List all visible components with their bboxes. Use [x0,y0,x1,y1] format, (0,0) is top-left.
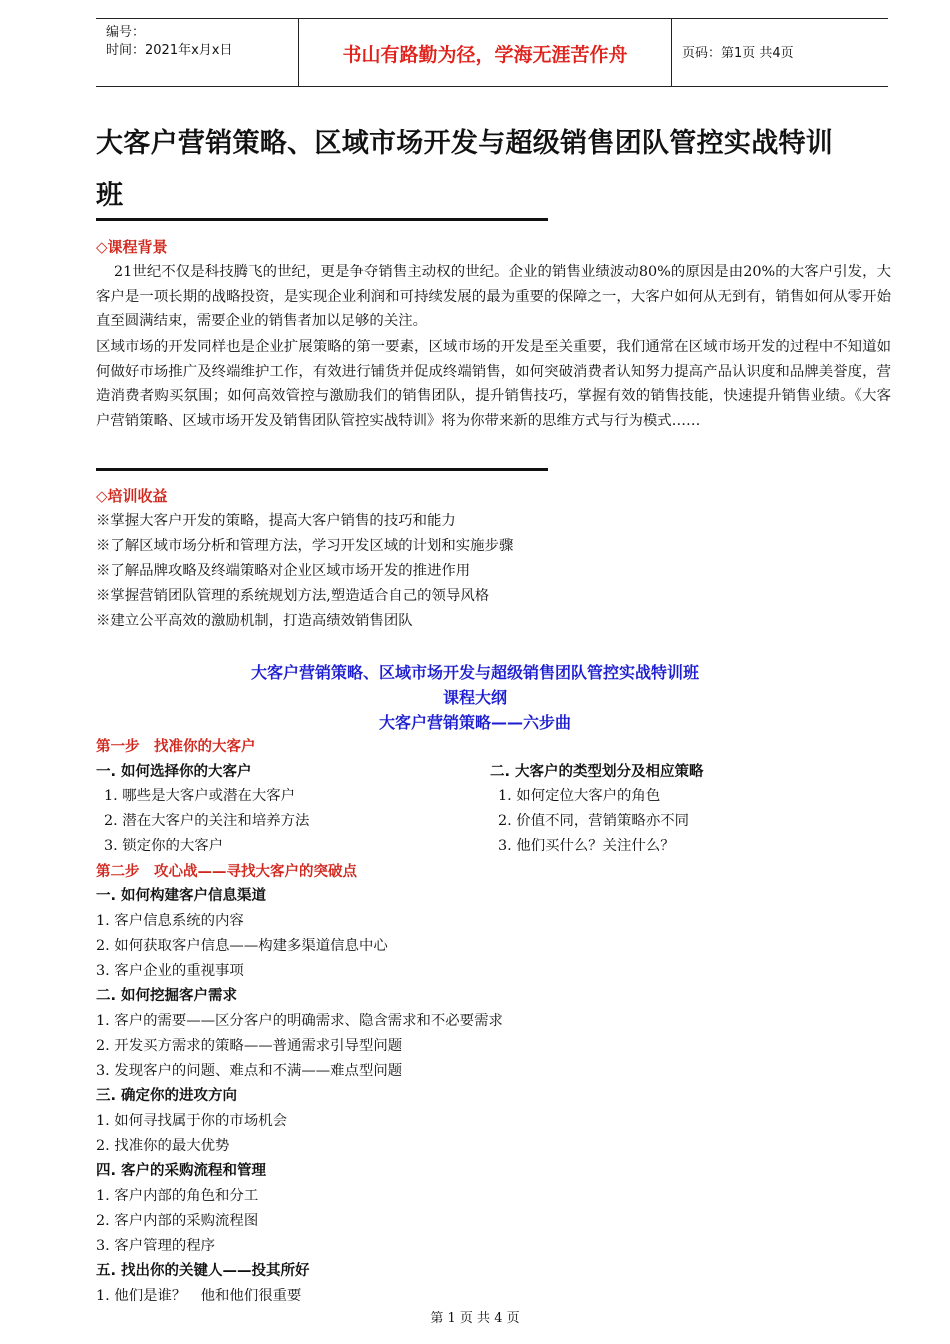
background-paragraph: 21世纪不仅是科技腾飞的世纪，更是争夺销售主动权的世纪。企业的销售业绩波动80%的原因是由20%的大客户引发，大客户是一项长期的战略投资，是实现企业利润和可持续发展的最为重要的保障之一，大客户如何从无到有，销售如何从零开始直至圆满结束，需要企业的销售者加以足够的关注。 [96,264,891,330]
outline-item: 1. 哪些是大客户或潜在大客户 [104,788,295,804]
section-rule [96,468,548,471]
outline-item: 3. 客户管理的程序 [96,1238,216,1254]
outline-title: 大客户营销策略、区域市场开发与超级销售团队管控实战特训班 [250,663,699,682]
outline-item: 3. 锁定你的大客户 [104,838,224,854]
benefits-heading: ◇培训收益 [96,487,168,505]
benefit-item: ※建立公平高效的激励机制，打造高绩效销售团队 [96,613,413,629]
subsection-heading: 一. 如何选择你的大客户 [96,764,252,780]
benefit-item: ※掌握营销团队管理的系统规划方法,塑造适合自己的领导风格 [96,588,490,604]
step-heading: 第二步 攻心战——寻找大客户的突破点 [96,864,357,880]
number-label: 编号： [106,25,146,40]
subsection-heading: 三. 确定你的进攻方向 [96,1088,238,1104]
benefit-item: ※了解区域市场分析和管理方法，学习开发区域的计划和实施步骤 [96,538,514,554]
outline-item: 2. 潜在大客户的关注和培养方法 [104,813,310,829]
outline-item: 2. 客户内部的采购流程图 [96,1213,259,1229]
subsection-heading: 二. 大客户的类型划分及相应策略 [490,764,704,780]
outline-item: 3. 他们买什么？关注什么？ [498,838,675,854]
outline-subtitle: 课程大纲 [442,688,507,707]
outline-item: 1. 客户内部的角色和分工 [96,1188,259,1204]
outline-item: 2. 找准你的最大优势 [96,1138,230,1154]
document-title [96,118,896,222]
motto: 书山有路勤为径，学海无涯苦作舟 [342,44,628,66]
step-heading: 第一步 找准你的大客户 [96,739,256,755]
outline-item: 2. 如何获取客户信息——构建多渠道信息中心 [96,938,388,954]
time-label: 时间：2021年x月x日 [106,43,233,58]
page-label: 页码：第1页 共4页 [682,46,794,61]
subsection-heading: 一. 如何构建客户信息渠道 [96,888,267,904]
section-rule [96,218,548,221]
subsection-heading: 五. 找出你的关键人——投其所好 [96,1263,310,1279]
outline-subtitle: 大客户营销策略——六步曲 [378,713,571,732]
background-heading: ◇课程背景 [96,238,168,256]
outline-item: 1. 客户信息系统的内容 [96,913,244,929]
header-top-rule [96,18,888,19]
outline-item: 3. 发现客户的问题、难点和不满——难点型问题 [96,1063,403,1079]
header-bottom-rule [96,86,888,87]
outline-item: 1. 他们是谁？ 他和他们很重要 [96,1288,302,1304]
outline-item: 1. 如何寻找属于你的市场机会 [96,1113,287,1129]
background-paragraph: 区域市场的开发同样也是企业扩展策略的第一要素，区域市场的开发是至关重要，我们通常在区域市场开发的过程中不知道如何做好市场推广及终端维护工作，有效进行铺货并促成终端销售，如何突破消费者认知努力提高产品认识度和品牌美誉度，营造消费者购买氛围；如何高效管控与激励我们的销售团队，提升销售技巧，掌握有效的销售技能，快速提升销售业绩。《大客户营销策略、区域市场开发及销售团队管控实战特训》将为你带来新的思维方式与行为模式…… [96,339,891,429]
outline-item: 1. 如何定位大客户的角色 [498,788,661,804]
outline-item: 2. 价值不同，营销策略亦不同 [498,813,689,829]
title-line: 班 [96,180,124,211]
header-divider [671,18,672,86]
outline-item: 2. 开发买方需求的策略——普通需求引导型问题 [96,1038,403,1054]
benefit-item: ※掌握大客户开发的策略，提高大客户销售的技巧和能力 [96,513,456,529]
outline-item: 3. 客户企业的重视事项 [96,963,244,979]
outline-item: 1. 客户的需要——区分客户的明确需求、隐含需求和不必要需求 [96,1013,503,1029]
subsection-heading: 四. 客户的采购流程和管理 [96,1163,267,1179]
subsection-heading: 二. 如何挖掘客户需求 [96,988,238,1004]
page-footer: 第 1 页 共 4 页 [430,1311,520,1326]
title-line: 大客户营销策略、区域市场开发与超级销售团队管控实战特训 [96,128,834,159]
benefit-item: ※了解品牌攻略及终端策略对企业区域市场开发的推进作用 [96,563,471,579]
